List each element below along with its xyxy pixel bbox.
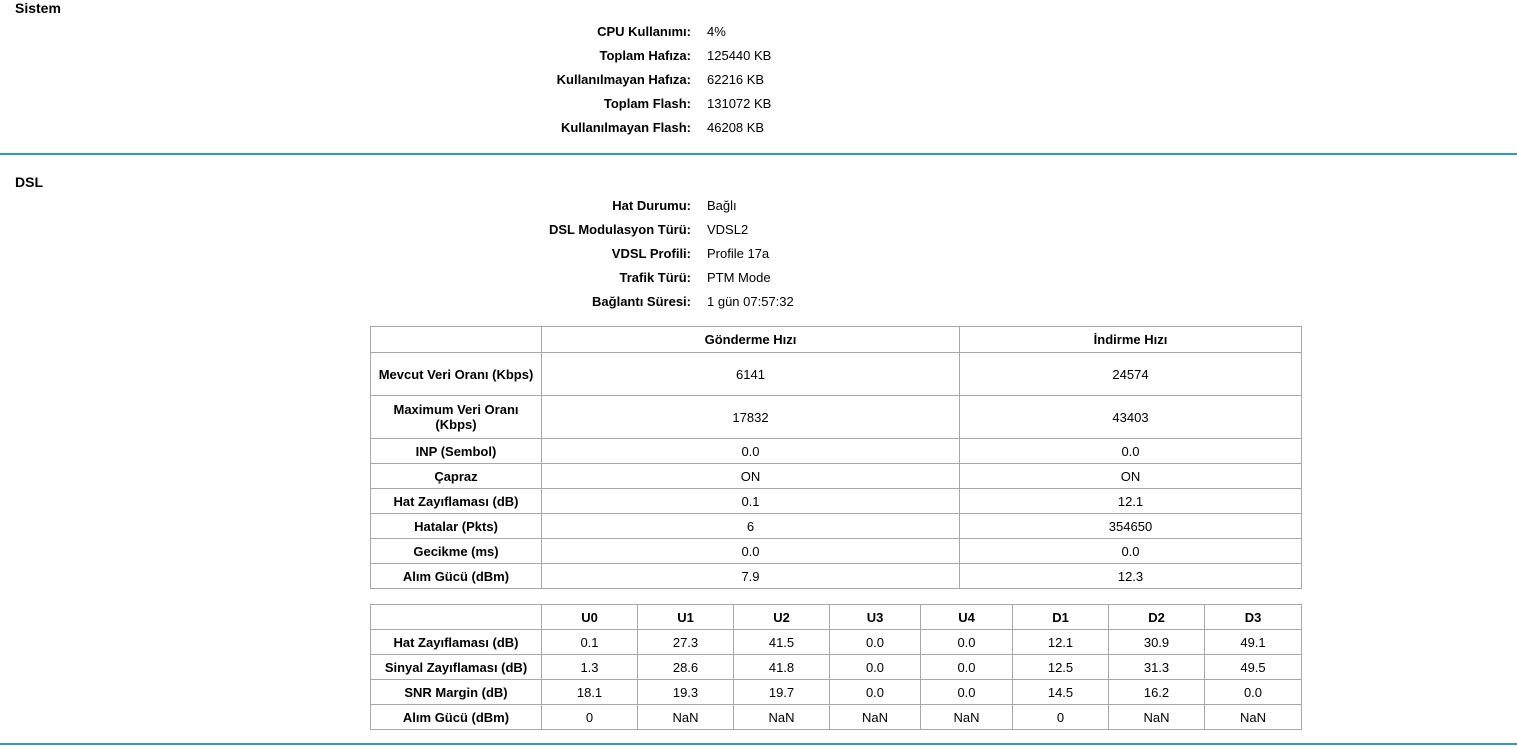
table-cell: 0 [542,705,638,730]
table-cell: 16.2 [1109,680,1205,705]
table-row [371,705,1302,730]
table-cell: 31.3 [1109,655,1205,680]
table-cell: 0.0 [542,439,960,464]
table-header-cell: U2 [734,605,830,630]
table-cell: 18.1 [542,680,638,705]
kv-label: Bağlantı Süresi: [592,294,691,309]
row-label: Hatalar (Pkts) [371,514,542,539]
row-label: Sinyal Zayıflaması (dB) [371,655,542,680]
table-cell: 17832 [542,396,960,439]
dsl-band-table [370,604,1302,730]
section-title-system: Sistem [15,0,61,16]
table-cell: 1.3 [542,655,638,680]
table-cell: 49.1 [1205,630,1302,655]
table-cell: 27.3 [638,630,734,655]
table-cell: 0.0 [542,539,960,564]
table-header-cell: D3 [1205,605,1302,630]
kv-label: CPU Kullanımı: [597,24,691,39]
table-cell: NaN [638,705,734,730]
table-cell: 0.1 [542,489,960,514]
row-label: Alım Gücü (dBm) [371,564,542,589]
table-row [371,514,1302,539]
table-cell: ON [960,464,1302,489]
table-cell: NaN [921,705,1013,730]
row-label: Mevcut Veri Oranı (Kbps) [371,353,542,396]
kv-value: 46208 KB [707,120,765,135]
dsl-row [0,294,1517,318]
table-cell: 12.5 [1013,655,1109,680]
table-cell: NaN [1109,705,1205,730]
table-row [371,539,1302,564]
table-cell: 12.1 [1013,630,1109,655]
dsl-row [0,222,1517,246]
kv-label: Hat Durumu: [612,198,691,213]
section-divider [0,153,1517,155]
table-cell: 41.5 [734,630,830,655]
table-cell: NaN [734,705,830,730]
table-cell: 0.0 [921,630,1013,655]
kv-label: VDSL Profili: [611,246,691,261]
table-cell: NaN [830,705,921,730]
table-cell: 0.0 [830,630,921,655]
system-row [0,96,1517,120]
table-cell: 0.1 [542,630,638,655]
table-cell: 0.0 [830,680,921,705]
system-row [0,72,1517,96]
kv-label: Kullanılmayan Flash: [560,120,691,135]
kv-label: Toplam Flash: [603,96,691,111]
system-row [0,24,1517,48]
dsl-row [0,246,1517,270]
table-cell: 49.5 [1205,655,1302,680]
kv-value: Profile 17a [707,246,770,261]
table-header-cell: D1 [1013,605,1109,630]
table-header-cell: U3 [830,605,921,630]
table-cell: NaN [1205,705,1302,730]
table-cell: 0.0 [1205,680,1302,705]
section-title-dsl: DSL [15,174,43,190]
kv-value: PTM Mode [707,270,771,285]
table-row [371,464,1302,489]
kv-value: 4% [707,24,726,39]
table-row [371,353,1302,396]
table-row [371,564,1302,589]
table-cell: 6 [542,514,960,539]
table-header-cell: İndirme Hızı [960,327,1302,353]
table-cell: 12.1 [960,489,1302,514]
table-cell: 12.3 [960,564,1302,589]
table-row [371,396,1302,439]
kv-value: 1 gün 07:57:32 [707,294,794,309]
dsl-row [0,270,1517,294]
kv-value: Bağlı [707,198,737,213]
table-cell: 354650 [960,514,1302,539]
table-cell: 6141 [542,353,960,396]
table-cell: 43403 [960,396,1302,439]
table-cell: 0.0 [921,655,1013,680]
row-label: INP (Sembol) [371,439,542,464]
table-header-row [371,605,1302,630]
kv-label: DSL Modulasyon Türü: [548,222,691,237]
table-cell: 19.3 [638,680,734,705]
table-row [371,489,1302,514]
row-label: Hat Zayıflaması (dB) [371,489,542,514]
table-row [371,630,1302,655]
table-cell: 0 [1013,705,1109,730]
table-cell: 0.0 [921,680,1013,705]
table-header-cell: U4 [921,605,1013,630]
table-header-cell: D2 [1109,605,1205,630]
row-label: Gecikme (ms) [371,539,542,564]
table-header-cell: U0 [542,605,638,630]
table-cell: 28.6 [638,655,734,680]
kv-value: 125440 KB [707,48,772,63]
row-label: Hat Zayıflaması (dB) [371,630,542,655]
table-header-row [371,327,1302,353]
table-header-cell [371,327,542,353]
table-cell: ON [542,464,960,489]
row-label: Alım Gücü (dBm) [371,705,542,730]
dsl-row [0,198,1517,222]
table-row [371,655,1302,680]
kv-label: Kullanılmayan Hafıza: [556,72,691,87]
table-cell: 19.7 [734,680,830,705]
system-row [0,120,1517,144]
table-header-cell [371,605,542,630]
table-header-cell: U1 [638,605,734,630]
table-cell: 14.5 [1013,680,1109,705]
row-label: Maximum Veri Oranı (Kbps) [371,396,542,439]
system-row [0,48,1517,72]
row-label: SNR Margin (dB) [371,680,542,705]
table-row [371,439,1302,464]
table-cell: 7.9 [542,564,960,589]
dsl-rate-table [370,326,1302,589]
row-label: Çapraz [371,464,542,489]
kv-value: 62216 KB [707,72,765,87]
section-divider [0,743,1517,745]
kv-value: 131072 KB [707,96,772,111]
table-row [371,680,1302,705]
kv-value: VDSL2 [707,222,749,237]
table-header-cell: Gönderme Hızı [542,327,960,353]
kv-label: Trafik Türü: [619,270,691,285]
table-cell: 0.0 [960,439,1302,464]
table-cell: 30.9 [1109,630,1205,655]
table-cell: 0.0 [830,655,921,680]
table-cell: 24574 [960,353,1302,396]
kv-label: Toplam Hafıza: [599,48,691,63]
table-cell: 41.8 [734,655,830,680]
table-cell: 0.0 [960,539,1302,564]
